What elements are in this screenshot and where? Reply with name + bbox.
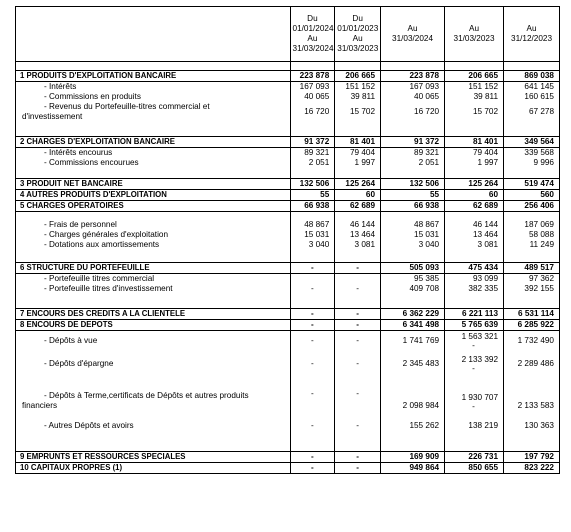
cell-value: 132 506	[381, 179, 445, 190]
cell-value: 475 434	[445, 263, 504, 274]
row-label: - Autres Dépôts et avoirs	[16, 411, 291, 441]
cell-value	[290, 274, 335, 285]
cell-value: 9 996	[504, 158, 560, 168]
cell-value: 160 615	[504, 92, 560, 102]
row-label: 10 CAPITAUX PROPRES (1)	[16, 463, 291, 474]
cell-value: 1 741 769	[381, 331, 445, 352]
cell-value: 60	[445, 190, 504, 201]
header-at-dec-2023: Au 31/12/2023	[504, 7, 560, 62]
cell-value: -	[335, 263, 381, 274]
row-frais-personnel	[16, 220, 560, 230]
row-label: - Portefeuille titres commercial	[16, 274, 291, 285]
cell-value: 13 464	[445, 230, 504, 240]
cell-value: 39 811	[335, 92, 381, 102]
cell-value: -	[335, 284, 381, 294]
cell-value: 392 155	[504, 284, 560, 294]
row-label: - Dépôts d'épargne	[16, 351, 291, 377]
row-produits-exploitation	[16, 71, 560, 82]
row-portefeuille-investissement	[16, 284, 560, 294]
cell-value	[335, 274, 381, 285]
row-label: - Commissions encourues	[16, 158, 291, 168]
row-label: - Frais de personnel	[16, 220, 291, 230]
row-commissions-encourues	[16, 158, 560, 168]
cell-value: 67 278	[504, 102, 560, 122]
cell-value: 2 345 483	[381, 351, 445, 377]
cell-value: 79 404	[335, 148, 381, 159]
spacer-row	[16, 212, 560, 221]
cell-value: 1 997	[445, 158, 504, 168]
cell-value: 6 221 113	[445, 309, 504, 320]
row-charges-generales	[16, 230, 560, 240]
row-capitaux-propres	[16, 463, 560, 474]
cell-value: 339 568	[504, 148, 560, 159]
cell-value: 3 081	[335, 240, 381, 250]
cell-value: 48 867	[381, 220, 445, 230]
cell-value: -	[335, 331, 381, 352]
cell-value: 167 093	[290, 82, 335, 93]
cell-value: 89 321	[381, 148, 445, 159]
row-label: 9 EMPRUNTS ET RESSOURCES SPECIALES	[16, 452, 291, 463]
cell-value: 15 031	[381, 230, 445, 240]
cell-value: 40 065	[290, 92, 335, 102]
cell-value: 409 708	[381, 284, 445, 294]
row-dotations	[16, 240, 560, 250]
row-depots-epargne	[16, 351, 560, 377]
cell-value: 560	[504, 190, 560, 201]
cell-value: 62 689	[335, 201, 381, 212]
row-structure-portefeuille	[16, 263, 560, 274]
row-interets-encourus	[16, 148, 560, 159]
cell-value: 6 362 229	[381, 309, 445, 320]
cell-value: 1 930 707 -	[445, 377, 504, 411]
cell-value: 382 335	[445, 284, 504, 294]
cell-value: 81 401	[335, 137, 381, 148]
cell-value: 91 372	[381, 137, 445, 148]
cell-value: 48 867	[290, 220, 335, 230]
cell-value: 40 065	[381, 92, 445, 102]
row-label: 6 STRUCTURE DU PORTEFEUILLE	[16, 263, 291, 274]
spacer-row	[16, 294, 560, 309]
cell-value: 46 144	[445, 220, 504, 230]
cell-value: 187 069	[504, 220, 560, 230]
header-at-2024: Au 31/03/2024	[381, 7, 445, 62]
cell-value: 641 145	[504, 82, 560, 93]
cell-value: 349 564	[504, 137, 560, 148]
cell-value: -	[335, 452, 381, 463]
header-label-cell	[16, 7, 291, 62]
cell-value: 1 997	[335, 158, 381, 168]
row-depots-vue	[16, 331, 560, 352]
cell-value: 155 262	[381, 411, 445, 441]
cell-value: -	[290, 320, 335, 331]
spacer-row	[16, 168, 560, 179]
cell-value: 949 864	[381, 463, 445, 474]
cell-value: 62 689	[445, 201, 504, 212]
cell-value: 79 404	[445, 148, 504, 159]
row-label: - Commissions en produits	[16, 92, 291, 102]
cell-value: 11 249	[504, 240, 560, 250]
cell-value: 223 878	[381, 71, 445, 82]
row-label: 3 PRODUIT NET BANCAIRE	[16, 179, 291, 190]
cell-value: -	[335, 411, 381, 441]
row-label: 5 CHARGES OPERATOIRES	[16, 201, 291, 212]
header-at-2023: Au 31/03/2023	[445, 7, 504, 62]
cell-value: 132 506	[290, 179, 335, 190]
row-label: 8 ENCOURS DE DEPOTS	[16, 320, 291, 331]
cell-value: 1 563 321 -	[445, 331, 504, 352]
cell-value: 223 878	[290, 71, 335, 82]
spacer-row	[16, 441, 560, 452]
header-period-2023: Du 01/01/2023 Au 31/03/2023	[335, 7, 381, 62]
cell-value: 151 152	[335, 82, 381, 93]
row-label: 7 ENCOURS DES CREDITS A LA CLIENTELE	[16, 309, 291, 320]
cell-value: 151 152	[445, 82, 504, 93]
cell-value: -	[335, 377, 381, 411]
cell-value: 91 372	[290, 137, 335, 148]
cell-value: -	[290, 309, 335, 320]
row-revenus-portefeuille	[16, 102, 560, 122]
row-commissions-produits	[16, 92, 560, 102]
row-label: 2 CHARGES D'EXPLOITATION BANCAIRE	[16, 137, 291, 148]
cell-value: 125 264	[445, 179, 504, 190]
cell-value: 93 099	[445, 274, 504, 285]
row-charges-exploitation	[16, 137, 560, 148]
cell-value: 15 031	[290, 230, 335, 240]
cell-value: 206 665	[445, 71, 504, 82]
cell-value: -	[290, 463, 335, 474]
cell-value: -	[335, 320, 381, 331]
cell-value: 60	[335, 190, 381, 201]
cell-value: 55	[290, 190, 335, 201]
cell-value: 167 093	[381, 82, 445, 93]
row-label: - Revenus du Portefeuille-titres commercial et d'investissement	[16, 102, 291, 122]
cell-value: 489 517	[504, 263, 560, 274]
row-produit-net-bancaire	[16, 179, 560, 190]
cell-value: 95 385	[381, 274, 445, 285]
cell-value: 46 144	[335, 220, 381, 230]
header-row	[16, 7, 560, 62]
financial-table-wrapper	[15, 6, 560, 474]
cell-value: 2 051	[290, 158, 335, 168]
cell-value: 15 702	[335, 102, 381, 122]
cell-value: 2 133 583	[504, 377, 560, 411]
cell-value: -	[290, 351, 335, 377]
row-autres-produits	[16, 190, 560, 201]
cell-value: 206 665	[335, 71, 381, 82]
row-label: - Charges générales d'exploitation	[16, 230, 291, 240]
cell-value: -	[290, 284, 335, 294]
spacer-row	[16, 62, 560, 71]
cell-value: -	[290, 411, 335, 441]
cell-value: 16 720	[381, 102, 445, 122]
cell-value: 81 401	[445, 137, 504, 148]
row-label: - Dotations aux amortissements	[16, 240, 291, 250]
cell-value: 3 040	[290, 240, 335, 250]
header-period-2024: Du 01/01/2024 Au 31/03/2024	[290, 7, 335, 62]
cell-value: 130 363	[504, 411, 560, 441]
row-autres-depots	[16, 411, 560, 441]
cell-value: 39 811	[445, 92, 504, 102]
cell-value: 519 474	[504, 179, 560, 190]
cell-value: 6 341 498	[381, 320, 445, 331]
cell-value: 256 406	[504, 201, 560, 212]
row-portefeuille-commercial	[16, 274, 560, 285]
spacer-row	[16, 250, 560, 263]
cell-value: -	[335, 463, 381, 474]
cell-value: 58 088	[504, 230, 560, 240]
financial-indicators-table	[15, 6, 560, 474]
cell-value: 1 732 490	[504, 331, 560, 352]
cell-value: 6 531 114	[504, 309, 560, 320]
row-label: - Portefeuille titres d'investissement	[16, 284, 291, 294]
cell-value: -	[290, 263, 335, 274]
cell-value: 15 702	[445, 102, 504, 122]
cell-value: 66 938	[290, 201, 335, 212]
row-label: 1 PRODUITS D'EXPLOITATION BANCAIRE	[16, 71, 291, 82]
cell-value: 169 909	[381, 452, 445, 463]
cell-value: 3 081	[445, 240, 504, 250]
cell-value: -	[290, 331, 335, 352]
cell-value: 16 720	[290, 102, 335, 122]
row-encours-depots	[16, 320, 560, 331]
row-label: 4 AUTRES PRODUITS D'EXPLOITATION	[16, 190, 291, 201]
cell-value: 89 321	[290, 148, 335, 159]
cell-value: 2 051	[381, 158, 445, 168]
cell-value: 5 765 639	[445, 320, 504, 331]
cell-value: 226 731	[445, 452, 504, 463]
cell-value: 125 264	[335, 179, 381, 190]
cell-value: 869 038	[504, 71, 560, 82]
row-depots-terme	[16, 377, 560, 411]
cell-value: 2 289 486	[504, 351, 560, 377]
cell-value: 6 285 922	[504, 320, 560, 331]
row-label: - Intérêts encourus	[16, 148, 291, 159]
row-label: - Intérêts	[16, 82, 291, 93]
cell-value: 97 362	[504, 274, 560, 285]
cell-value: 823 222	[504, 463, 560, 474]
row-encours-credits	[16, 309, 560, 320]
spacer-row	[16, 122, 560, 137]
row-charges-operatoires	[16, 201, 560, 212]
cell-value: -	[290, 377, 335, 411]
cell-value: 197 792	[504, 452, 560, 463]
cell-value: 2 133 392 -	[445, 351, 504, 377]
cell-value: 66 938	[381, 201, 445, 212]
row-label: - Dépôts à Terme,certificats de Dépôts et autres produits financiers	[16, 377, 291, 411]
cell-value: 2 098 984	[381, 377, 445, 411]
row-label: - Dépôts à vue	[16, 331, 291, 352]
cell-value: -	[335, 351, 381, 377]
cell-value: -	[290, 452, 335, 463]
row-interets	[16, 82, 560, 93]
cell-value: 505 093	[381, 263, 445, 274]
cell-value: 55	[381, 190, 445, 201]
cell-value: -	[335, 309, 381, 320]
cell-value: 13 464	[335, 230, 381, 240]
cell-value: 3 040	[381, 240, 445, 250]
cell-value: 138 219	[445, 411, 504, 441]
cell-value: 850 655	[445, 463, 504, 474]
row-emprunts	[16, 452, 560, 463]
